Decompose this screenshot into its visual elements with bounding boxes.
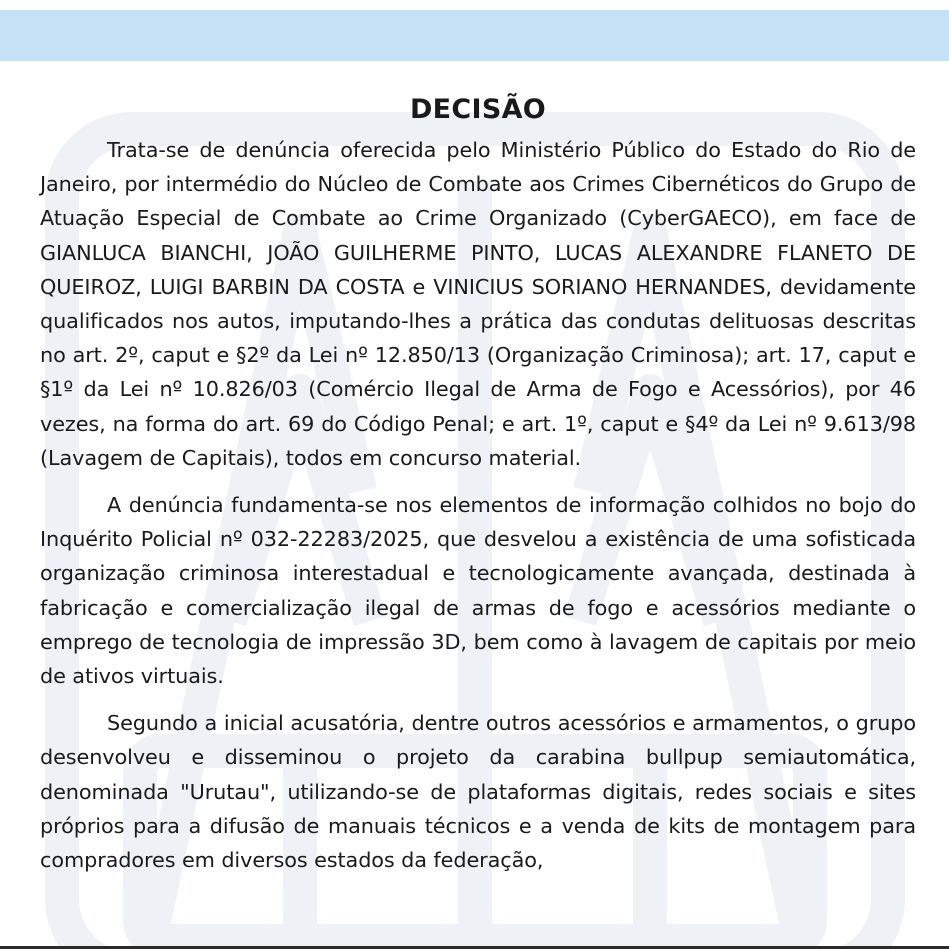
paragraph-spacer bbox=[40, 693, 916, 706]
paragraph-3: Segundo a inicial acusatória, dentre outros acessórios e armamentos, o grupo desenvolveu e disseminou o projeto da carabina bullpup semiautomática, denominada "Urutau", utilizando-se de plataformas digitais, redes sociais e sites próprios para a difusão de manuais técnicos e a venda de kits de montagem para compradores em diversos estados da federação, bbox=[40, 711, 916, 873]
header-bar bbox=[0, 10, 949, 61]
top-margin bbox=[0, 0, 949, 10]
paragraph-1: Trata-se de denúncia oferecida pelo Ministério Público do Estado do Rio de Janeiro, por intermédio do Núcleo de Combate aos Crimes Cibernéticos do Grupo de Atuação Especial de Combate ao Crime Organizado (CyberGAECO), em face de GIANLUCA BIANCHI, JOÃO GUILHERME PINTO, LUCAS ALEXANDRE FLANETO DE QUEIROZ, LUIGI BARBIN DA COSTA e VINICIUS SORIANO HERNANDES, devidamente qualificados nos autos, imputando-lhes a prática das condutas delituosas descritas no art. 2º, caput e §2º da Lei nº 12.850/13 (Organização Criminosa); art. 17, caput e §1º da Lei nº 10.826/03 (Comércio Ilegal de Arma de Fogo e Acessórios), por 46 vezes, na forma do art. 69 do Código Penal; e art. 1º, caput e §4º da Lei nº 9.613/98 (Lavagem de Capitais), todos em concurso material. bbox=[40, 138, 916, 470]
paragraph-spacer bbox=[40, 475, 916, 488]
document-body bbox=[40, 95, 916, 877]
paragraph-2: A denúncia fundamenta-se nos elementos de informação colhidos no bojo do Inquérito Policial nº 032-22283/2025, que desvelou a existência de uma sofisticada organização criminosa interestadual e tecnologicamente avançada, destinada à fabricação e comercialização ilegal de armas de fogo e acessórios mediante o emprego de tecnologia de impressão 3D, bem como à lavagem de capitais por meio de ativos virtuais. bbox=[40, 493, 916, 689]
document-title: DECISÃO bbox=[409, 94, 547, 125]
